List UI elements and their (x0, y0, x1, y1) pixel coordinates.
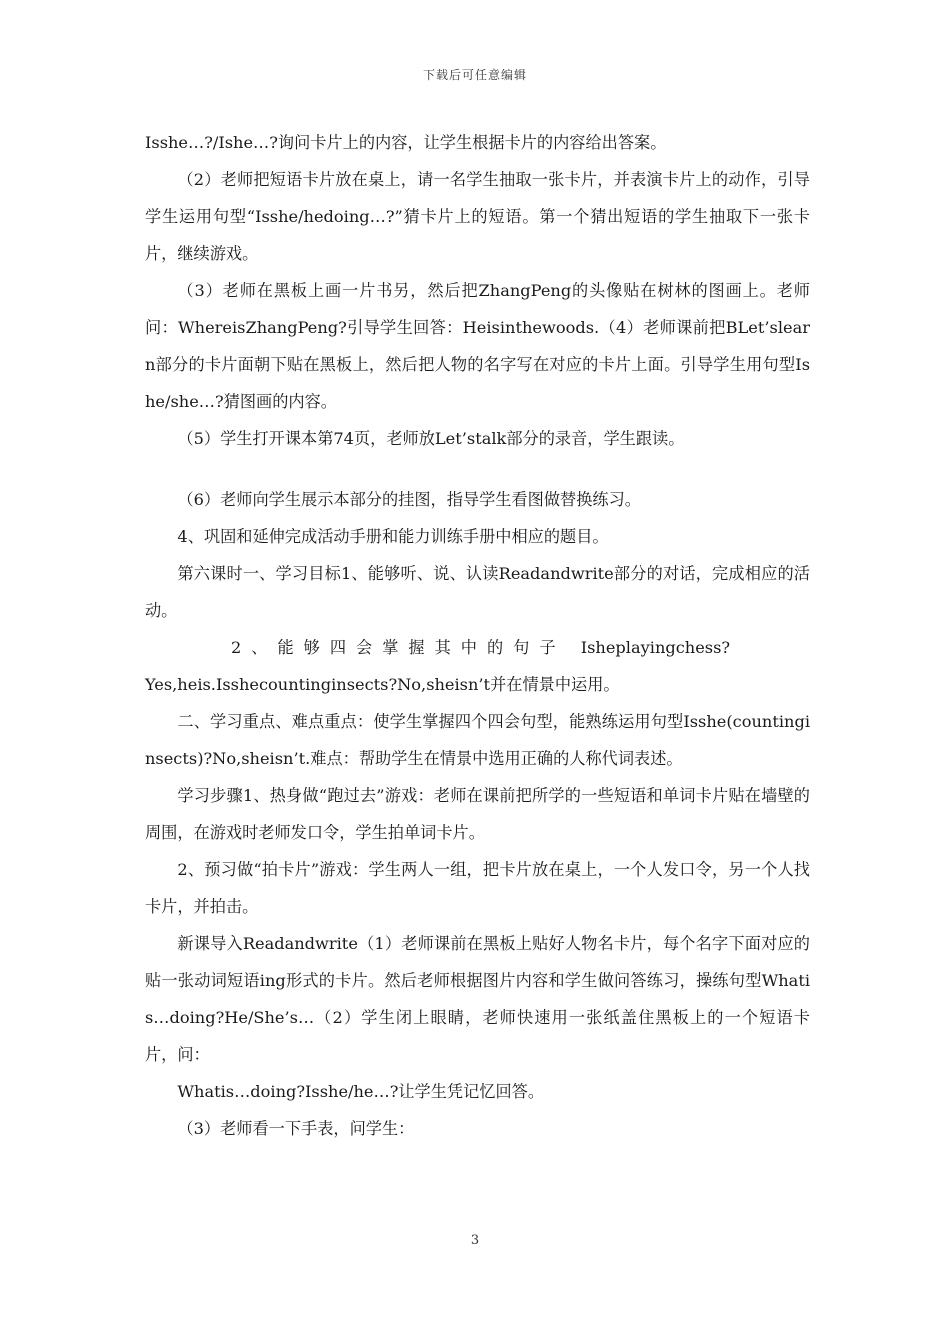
paragraph-2: （2）老师把短语卡片放在桌上，请一名学生抽取一张卡片，并表演卡片上的动作，引导学生运用句型“Isshe/hedoing…?”猜卡片上的短语。第一个猜出短语的学生抽取下一张卡片，继续游戏。 (145, 170, 810, 263)
paragraph-8 (145, 629, 810, 666)
paragraph-5: （6）老师向学生展示本部分的挂图，指导学生看图做替换练习。 (177, 490, 641, 509)
paragraph-14: Whatis…doing?Isshe/he…?让学生凭记忆回答。 (177, 1082, 545, 1101)
paragraph-11: 学习步骤1、热身做“跑过去”游戏：老师在课前把所学的一些短语和单词卡片贴在墙壁的周围，在游戏时老师发口令，学生拍单词卡片。 (145, 786, 810, 842)
paragraph-3: （3）老师在黑板上画一片书另，然后把ZhangPeng的头像贴在树林的图画上。老师问：WhereisZhangPeng?引导学生回答：Heisinthewoods.（4）老师课前把BLet’slearn部分的卡片面朝下贴在黑板上，然后把人物的名字写在对应的卡片上面。引导学生用句型Ishe/she…?猜图画的内容。 (145, 281, 810, 411)
paragraph-8-text: 2、能够四会掌握其中的句子 (231, 638, 566, 657)
paragraph-15: （3）老师看一下手表，问学生： (177, 1119, 415, 1138)
paragraph-4: （5）学生打开课本第74页，老师放Let’stalk部分的录音，学生跟读。 (177, 429, 685, 448)
paragraph-12: 2、预习做“拍卡片”游戏：学生两人一组，把卡片放在桌上，一个人发口令，另一个人找卡片，并拍击。 (145, 860, 810, 916)
paragraph-7: 第六课时一、学习目标1、能够听、说、认读Readandwrite部分的对话，完成相应的活动。 (145, 564, 810, 620)
paragraph-10: 二、学习重点、难点重点：使学生掌握四个四会句型，能熟练运用句型Isshe(countinginsects)?No,sheisn’t.难点：帮助学生在情景中选用正确的人称代词表述。 (145, 712, 810, 768)
paragraph-8-english: Isheplayingchess? (580, 638, 731, 657)
document-body (145, 124, 810, 1147)
page-number: 3 (470, 1233, 480, 1248)
page-header-note: 下载后可任意编辑 (422, 68, 527, 82)
paragraph-13: 新课导入Readandwrite（1）老师课前在黑板上贴好人物名卡片，每个名字下面对应的贴一张动词短语ing形式的卡片。然后老师根据图片内容和学生做问答练习，操练句型Whatis…doing?He/She’s…（2）学生闭上眼睛，老师快速用一张纸盖住黑板上的一个短语卡片，问： (145, 934, 810, 1064)
paragraph-9: Yes,heis.Isshecountinginsects?No,sheisn’t并在情景中运用。 (145, 675, 620, 694)
paragraph-1: Isshe…?/Ishe…?询问卡片上的内容，让学生根据卡片的内容给出答案。 (145, 133, 667, 152)
paragraph-6: 4、巩固和延伸完成活动手册和能力训练手册中相应的题目。 (177, 527, 609, 546)
